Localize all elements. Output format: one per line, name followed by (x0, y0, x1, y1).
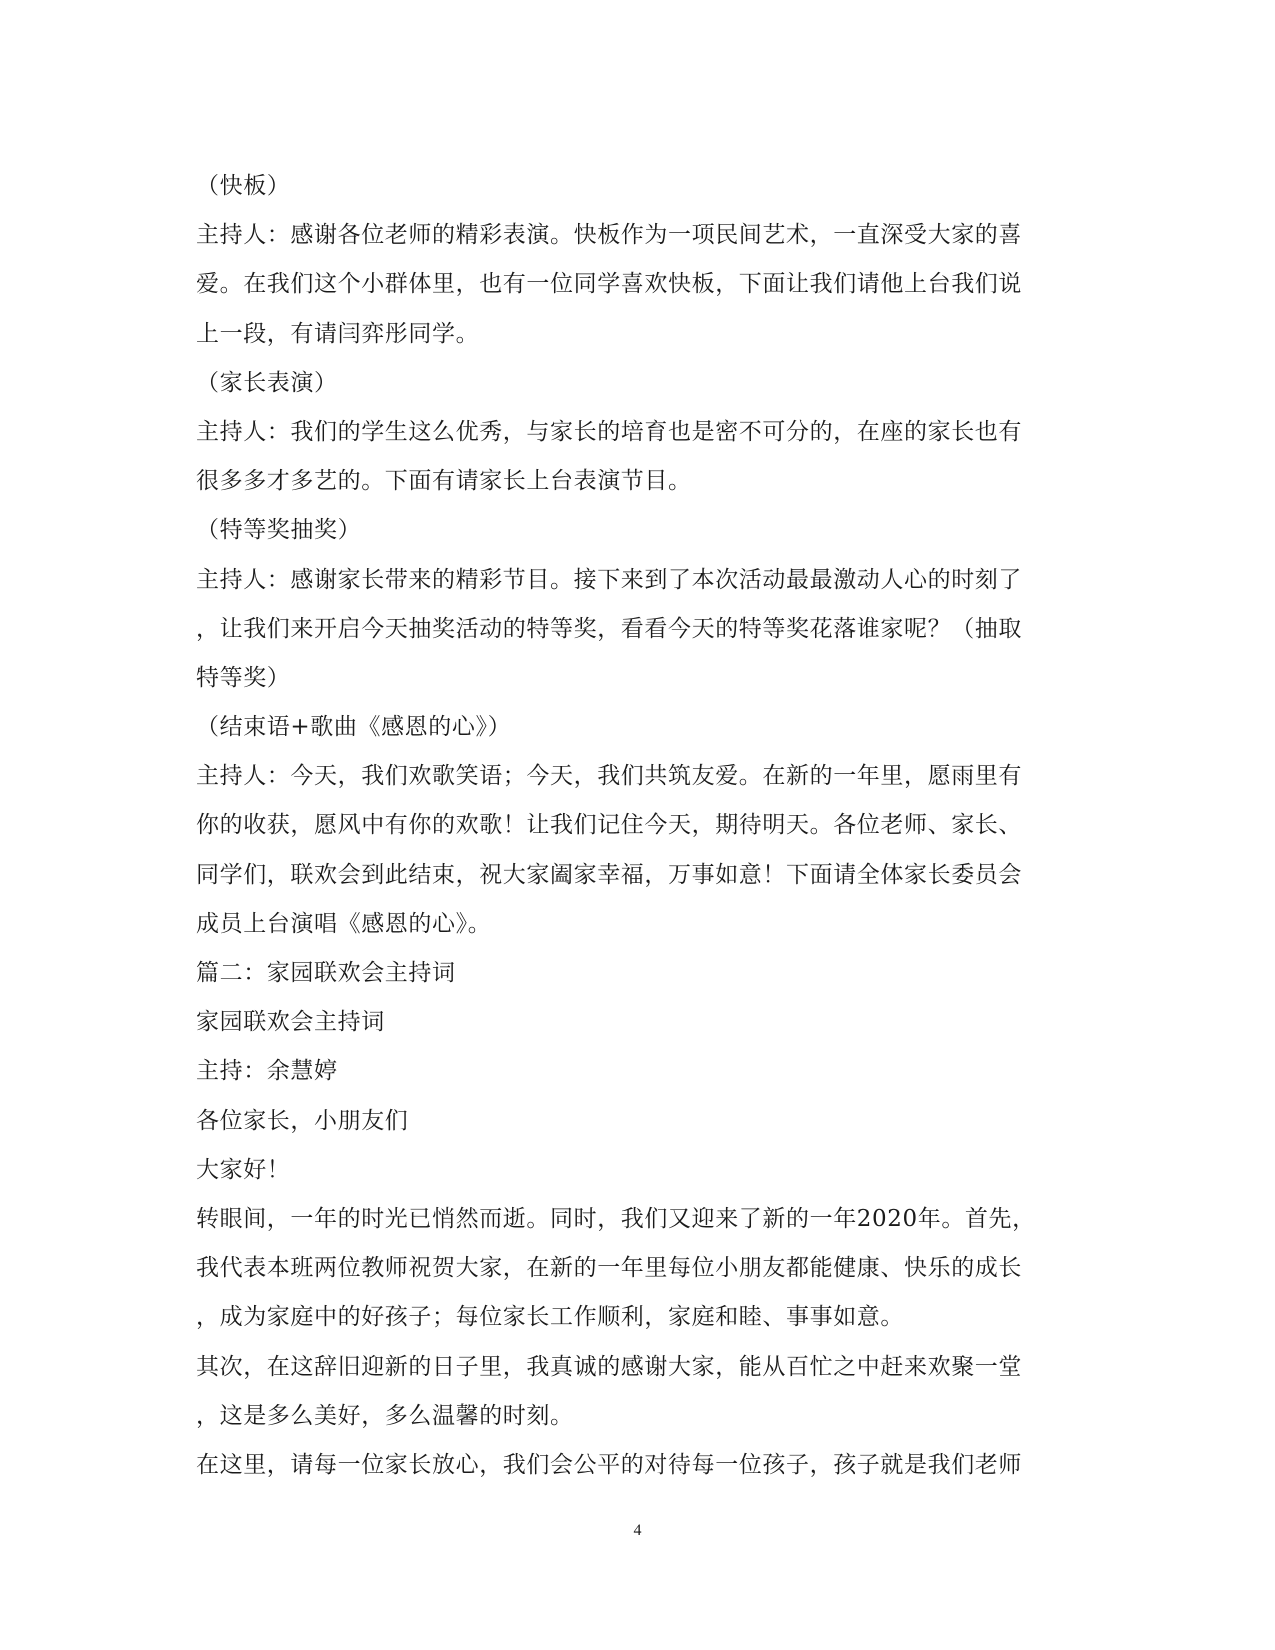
text-line: 我代表本班两位教师祝贺大家，在新的一年里每位小朋友都能健康、快乐的成长 (196, 1255, 1022, 1282)
text-line: 转眼间，一年的时光已悄然而逝。同时，我们又迎来了新的一年2020年。首先， (196, 1205, 1036, 1232)
host-name: 主持：余慧婷 (196, 1058, 338, 1085)
heading-grand-prize-draw: （特等奖抽奖） (196, 517, 362, 544)
text-line: 主持人：感谢家长带来的精彩节目。接下来到了本次活动最最激动人心的时刻了 (196, 566, 1022, 593)
text-line: 同学们，联欢会到此结束，祝大家阖家幸福，万事如意！下面请全体家长委员会 (196, 861, 1022, 888)
text-line: ，让我们来开启今天抽奖活动的特等奖，看看今天的特等奖花落谁家呢？（抽取 (196, 615, 1022, 642)
text-line: ，这是多么美好，多么温馨的时刻。 (196, 1402, 574, 1429)
text-line: 很多多才多艺的。下面有请家长上台表演节目。 (196, 468, 692, 495)
body-text (196, 162, 1076, 1490)
text-line: 在这里，请每一位家长放心，我们会公平的对待每一位孩子，孩子就是我们老师 (196, 1451, 1022, 1478)
text-line: ，成为家庭中的好孩子；每位家长工作顺利，家庭和睦、事事如意。 (196, 1304, 904, 1331)
text-line: 其次，在这辞旧迎新的日子里，我真诚的感谢大家，能从百忙之中赶来欢聚一堂 (196, 1353, 1022, 1380)
subtitle: 家园联欢会主持词 (196, 1009, 385, 1036)
text-line: 上一段，有请闫弈彤同学。 (196, 320, 480, 347)
text-line: 特等奖） (196, 664, 291, 691)
text-line: 你的收获，愿风中有你的欢歌！让我们记住今天，期待明天。各位老师、家长、 (196, 812, 1022, 839)
text-line: 主持人：我们的学生这么优秀，与家长的培育也是密不可分的，在座的家长也有 (196, 418, 1022, 445)
section-title-part-two: 篇二：家园联欢会主持词 (196, 960, 456, 986)
heading-kuaiban: （快板） (196, 173, 291, 199)
heading-parent-performance: （家长表演） (196, 369, 338, 396)
text-line: 成员上台演唱《感恩的心》。 (196, 910, 492, 937)
page-number: 4 (633, 1522, 642, 1539)
heading-closing-remarks: （结束语+歌曲《感恩的心》） (196, 714, 512, 741)
text-line: 主持人：感谢各位老师的精彩表演。快板作为一项民间艺术，一直深受大家的喜 (196, 222, 1022, 249)
text-line: 主持人：今天，我们欢歌笑语；今天，我们共筑友爱。在新的一年里，愿雨里有 (196, 763, 1022, 790)
greeting: 大家好！ (196, 1156, 291, 1183)
text-line: 爱。在我们这个小群体里，也有一位同学喜欢快板，下面让我们请他上台我们说 (196, 271, 1022, 298)
salutation: 各位家长，小朋友们 (196, 1107, 409, 1134)
